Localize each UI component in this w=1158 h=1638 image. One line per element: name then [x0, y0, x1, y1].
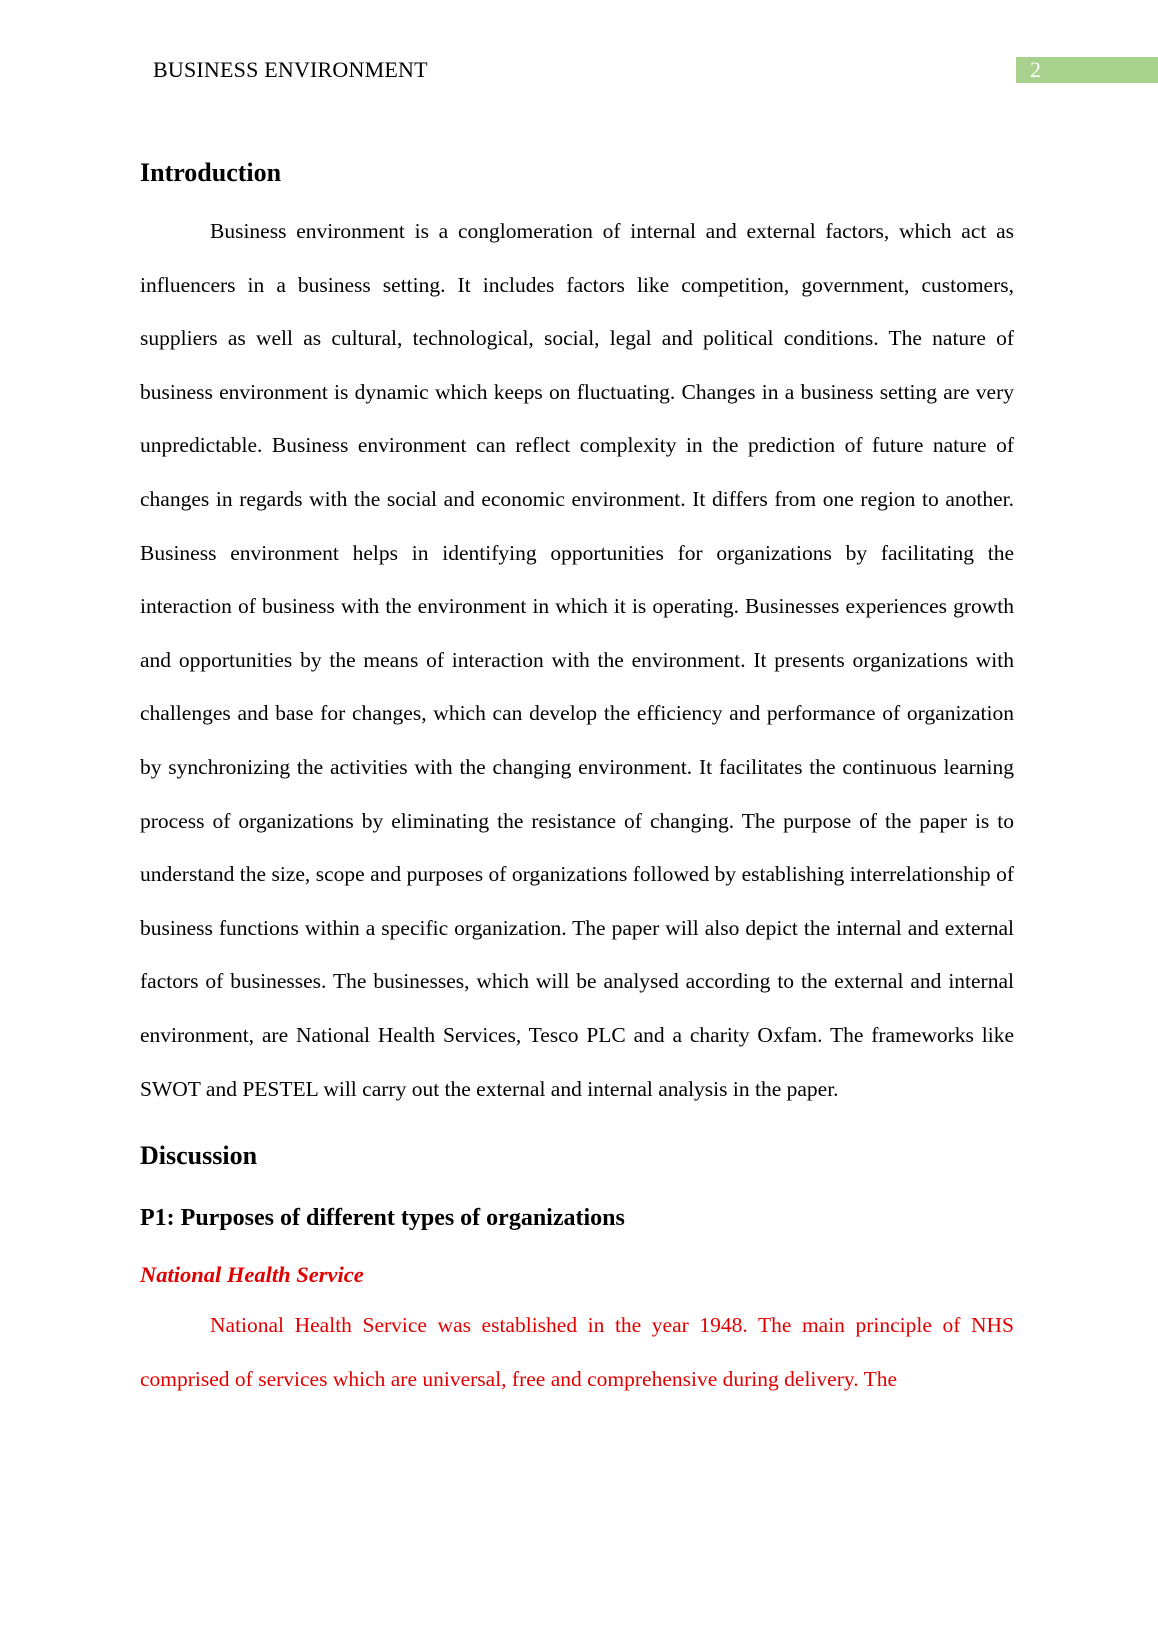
page-number-badge — [1016, 57, 1158, 83]
page-number: 2 — [1030, 57, 1041, 82]
introduction-heading: Introduction — [140, 158, 282, 187]
nhs-heading: National Health Service — [140, 1262, 364, 1288]
discussion-heading: Discussion — [140, 1141, 258, 1171]
p1-heading: P1: Purposes of different types of organizations — [140, 1205, 625, 1232]
nhs-paragraph: National Health Service was established in the year 1948. The main principle of NHS comprised of services which are universal, free and comprehensive during delivery. The — [140, 1313, 1014, 1391]
introduction-paragraph: Business environment is a conglomeration of internal and external factors, which act as influencers in a business setting. It includes factors like competition, government, customers, suppliers as well as cultural, technological, social, legal and political conditions. The nature of business environment is dynamic which keeps on fluctuating. Changes in a business setting are very unpredictable. Business environment can reflect complexity in the prediction of future nature of changes in regards with the social and economic environment. It differs from one region to another. Business environment helps in identifying opportunities for organizations by facilitating the interaction of business with the environment in which it is operating. Businesses experiences growth and opportunities by the means of interaction with the environment. It presents organizations with challenges and base for changes, which can develop the efficiency and performance of organization by synchronizing the activities with the changing environment. It facilitates the continuous learning process of organizations by eliminating the resistance of changing. The purpose of the paper is to understand the size, scope and purposes of organizations followed by establishing interrelationship of business functions within a specific organization. The paper will also depict the internal and external factors of businesses. The businesses, which will be analysed according to the external and internal environment, are National Health Services, Tesco PLC and a charity Oxfam. The frameworks like SWOT and PESTEL will carry out the external and internal analysis in the paper. — [140, 219, 1014, 1101]
running-header-title: BUSINESS ENVIRONMENT — [153, 57, 428, 82]
document-body — [140, 155, 1014, 1406]
